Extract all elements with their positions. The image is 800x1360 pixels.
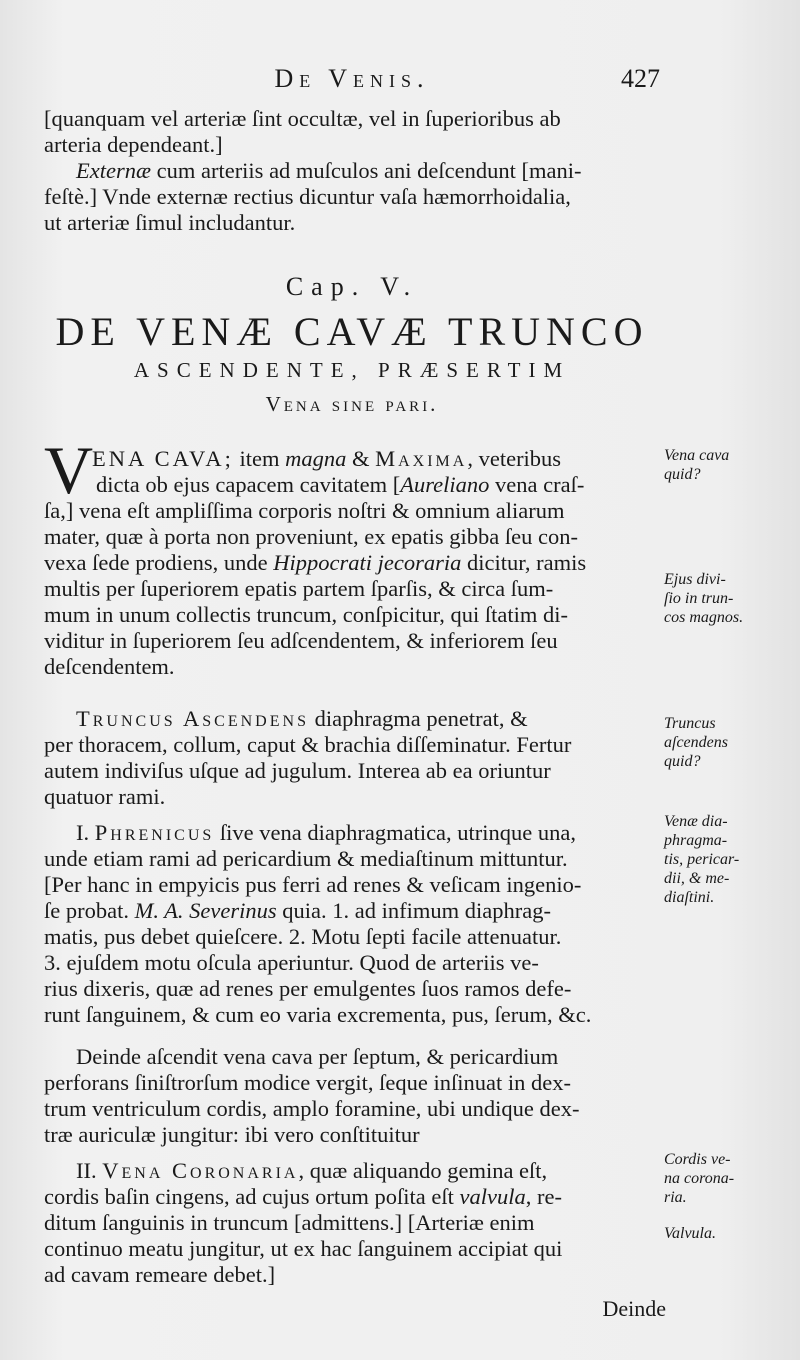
paragraph-coronaria: [44, 1158, 660, 1288]
italic-term: valvula: [459, 1184, 526, 1209]
text-span: item: [233, 446, 286, 471]
margin-note-coronaria: [664, 1150, 794, 1207]
text-line: matis, pus debet quieſcere. 2. Motu ſepti facile attenuatur.: [44, 924, 562, 949]
text-line: [44, 158, 660, 184]
italic-term: Externæ: [76, 158, 151, 183]
text-span: ſive vena diaphragmatica, utrinque una,: [214, 820, 577, 845]
text-line: Deinde aſcendit vena cava per ſeptum, & pericardium: [76, 1044, 559, 1069]
chapter-subtitle-2: Vena sine pari.: [265, 392, 439, 416]
margin-line: Truncus: [664, 715, 716, 732]
paragraph-deinde: [44, 1044, 660, 1148]
margin-note-valvula: [664, 1224, 794, 1243]
text-line: runt ſanguinem, & cum eo varia excrementa, pus, ſerum, &c.: [44, 1002, 592, 1027]
margin-line: quid?: [664, 753, 701, 770]
margin-line: aſcendens: [664, 734, 728, 751]
margin-note-divisio: [664, 570, 794, 627]
running-title: De Venis.: [274, 64, 430, 93]
margin-line: Ejus divi-: [664, 571, 726, 588]
text-span: , quæ aliquando gemina eſt,: [298, 1158, 548, 1183]
chapter-subtitle-1: ASCENDENTE, PRÆSERTIM: [133, 358, 571, 382]
text-line: feſtè.] Vnde externæ rectius dicuntur vaſa hæmorrhoidalia,: [44, 184, 571, 209]
text-line: arteria dependeant.]: [44, 132, 223, 157]
margin-line: Cordis ve-: [664, 1151, 731, 1168]
italic-term: magna: [285, 446, 347, 471]
margin-line: Venæ dia-: [664, 813, 728, 830]
text-line: perforans ſiniſtrorſum modice vergit, ſeque inſinuat in dex-: [44, 1070, 571, 1095]
margin-line: ſio in trun-: [664, 590, 734, 607]
text-line: deſcendentem.: [44, 654, 175, 679]
text-span: &: [346, 446, 376, 471]
text-span: diaphragma penetrat, &: [308, 706, 528, 731]
chapter-number: Cap. V.: [285, 272, 419, 301]
text-line: mum in unum collectis truncum, conſpicitur, qui ſtatim di-: [44, 602, 569, 627]
text-line: [44, 898, 660, 924]
text-span: cum arteriis ad muſculos ani deſcendunt [mani-: [150, 158, 582, 183]
chapter-title: DE VENÆ CAVÆ TRUNCO: [55, 309, 649, 354]
text-span: ſe probat.: [44, 898, 135, 923]
margin-line: phragma-: [664, 832, 728, 849]
text-line: ad cavam remeare debet.]: [44, 1262, 276, 1287]
text-line: [44, 1158, 660, 1184]
italic-term: M. A. Severinus: [134, 898, 277, 923]
text-span: vexa ſede prodiens, unde: [44, 550, 274, 575]
margin-line: quid?: [664, 466, 701, 483]
text-span: II.: [76, 1158, 103, 1183]
margin-line: ria.: [664, 1189, 687, 1206]
text-line: ut arteriæ ſimul includantur.: [44, 210, 296, 235]
text-span: dicitur, ramis: [461, 550, 587, 575]
margin-note-diaphragma: [664, 812, 794, 907]
italic-term: Aureliano: [400, 472, 490, 497]
margin-note-vena-cava: [664, 446, 794, 484]
caps-term: Vena Coronaria: [102, 1158, 299, 1183]
text-line: 3. ejuſdem motu oſcula aperiuntur. Quod de arteriis ve-: [44, 950, 539, 975]
margin-line: diaſtini.: [664, 889, 715, 906]
caps-term: Maxima: [375, 446, 468, 471]
text-line: continuo meatu jungitur, ut ex hac ſanguinem accipiat qui: [44, 1236, 563, 1261]
text-span: cordis baſin cingens, ad cujus ortum poſita eſt: [44, 1184, 460, 1209]
margin-line: dii, & me-: [664, 870, 730, 887]
text-line: [44, 472, 660, 498]
italic-term: Hippocrati jecoraria: [273, 550, 462, 575]
text-span: , re-: [525, 1184, 563, 1209]
margin-line: tis, pericar-: [664, 851, 740, 868]
text-line: rius dixeris, quæ ad renes per emulgentes ſuos ramos defe-: [44, 976, 572, 1001]
text-line: [quanquam vel arteriæ ſint occultæ, vel in ſuperioribus ab: [44, 106, 561, 131]
margin-line: na corona-: [664, 1170, 735, 1187]
running-header: [44, 64, 660, 100]
text-line: [44, 706, 660, 732]
text-line: per thoracem, collum, caput & brachia diſſeminatur. Fertur: [44, 732, 572, 757]
text-span: quia. 1. ad infimum diaphrag-: [276, 898, 551, 923]
margin-line: Vena cava: [664, 447, 730, 464]
paragraph-phrenicus: [44, 820, 660, 1028]
paragraph-vena-cava: [44, 446, 660, 680]
drop-cap: V: [44, 432, 94, 508]
text-line: mater, quæ à porta non proveniunt, ex epatis gibba ſeu con-: [44, 524, 578, 549]
text-line: viditur in ſuperiorem ſeu adſcendentem, & inferiorem ſeu: [44, 628, 558, 653]
margin-line: Valvula.: [664, 1225, 716, 1242]
catchword: Deinde: [602, 1296, 666, 1321]
text-span: vena craſ-: [489, 472, 585, 497]
caps-term: Phrenicus: [94, 820, 215, 845]
text-line: [44, 446, 660, 472]
text-line: multis per ſuperiorem epatis partem ſparſis, & circa ſum-: [44, 576, 554, 601]
margin-line: cos magnos.: [664, 609, 744, 626]
page-number: 427: [621, 64, 660, 93]
caps-term: Truncus Ascendens: [76, 706, 309, 731]
paragraph-truncus: [44, 706, 660, 810]
text-line: unde etiam rami ad pericardium & mediaſtinum mittuntur.: [44, 846, 568, 871]
text-line: trum ventriculum cordis, amplo foramine, ubi undique dex-: [44, 1096, 580, 1121]
text-line: [44, 1184, 660, 1210]
text-line: [44, 550, 660, 576]
text-span: dicta ob ejus capacem cavitatem [: [96, 472, 401, 497]
continuation-paragraph: [44, 106, 660, 236]
text-line: ſa,] vena eſt ampliſſima corporis noſtri & omnium aliarum: [44, 498, 565, 523]
text-span: I.: [76, 820, 95, 845]
text-line: træ auriculæ jungitur: ibi vero conſtituitur: [44, 1122, 420, 1147]
caps-term: ENA CAVA;: [92, 446, 234, 471]
text-line: [Per hanc in empyicis pus ferri ad renes & veſicam ingenio-: [44, 872, 582, 897]
text-span: , veteribus: [467, 446, 562, 471]
text-line: ditum ſanguinis in truncum [admittens.] [Arteriæ enim: [44, 1210, 535, 1235]
text-line: [44, 820, 660, 846]
text-line: quatuor rami.: [44, 784, 166, 809]
margin-note-truncus: [664, 714, 794, 771]
text-line: autem indiviſus uſque ad jugulum. Interea ab ea oriuntur: [44, 758, 551, 783]
